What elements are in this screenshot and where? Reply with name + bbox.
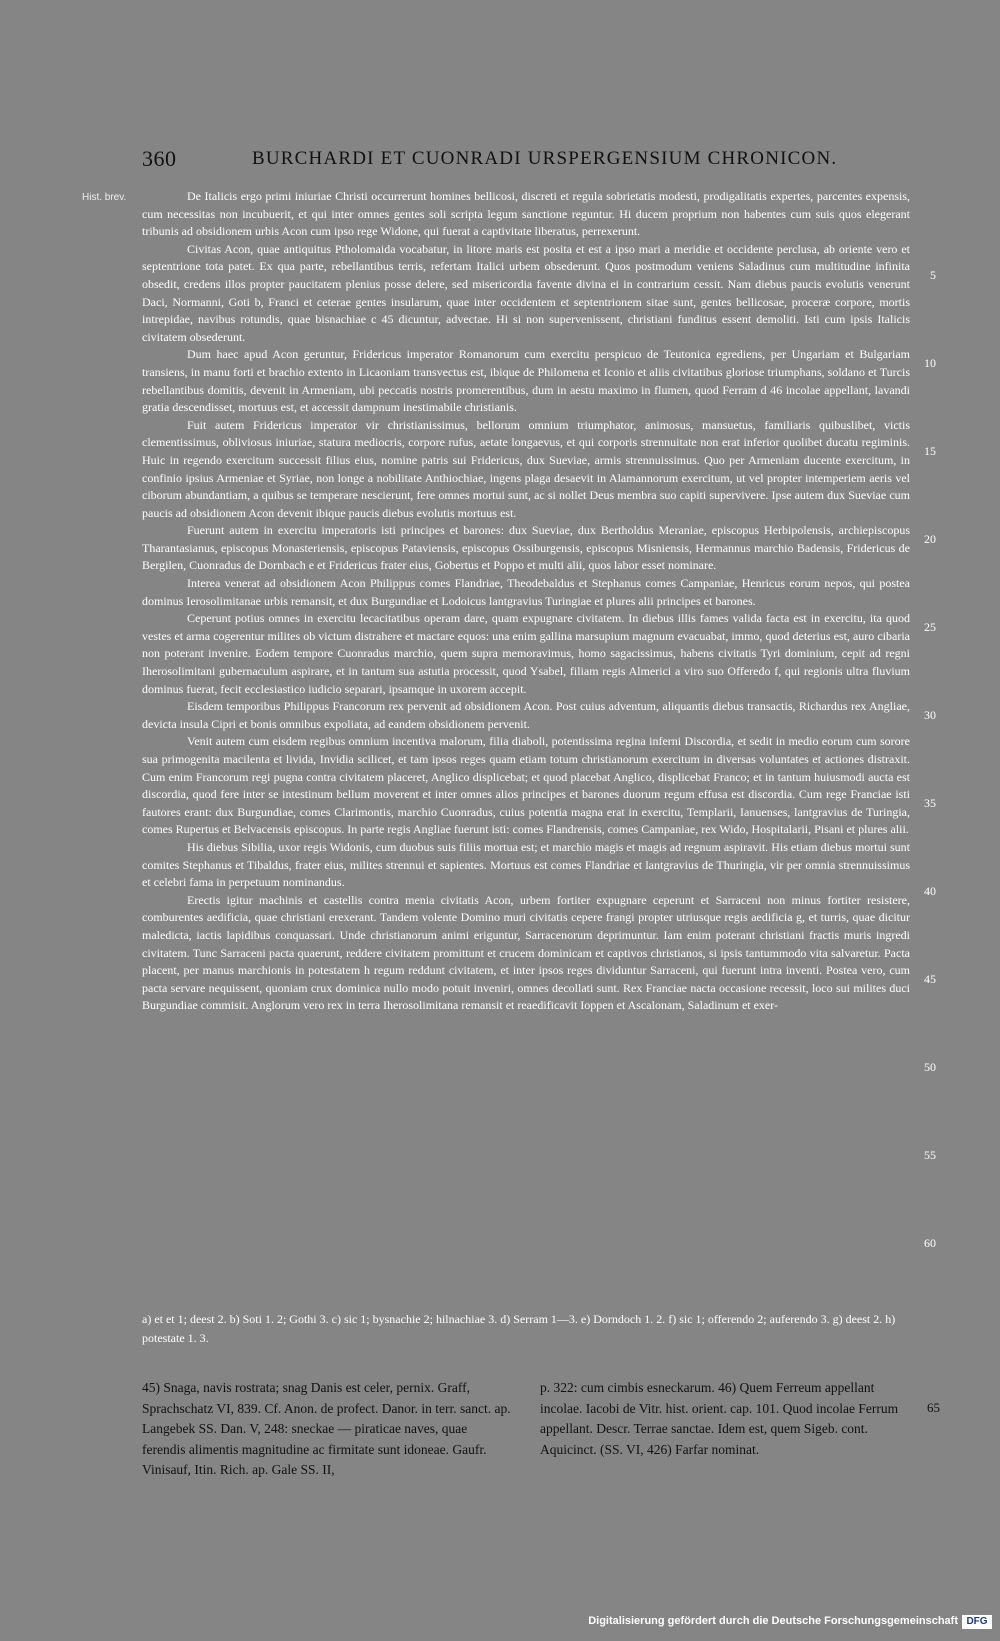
line-number: 45 xyxy=(924,972,936,986)
page-number: 360 xyxy=(142,146,177,171)
paragraph: Venit autem cum eisdem regibus omnium incentiva malorum, filia diaboli, potentissima regina inferni Discordia, et sedit in medio eorum cum sorore sua primogenita macilenta et livida, Invidia scilicet, et tam ipsos reges quam etiam totum christianorum exercitum in diversas voluntates et actiones distraxit. Cum enim Francorum regi pugna contra civitatem placeret, Anglico displicebat; et quod placebat Anglico, displicebat Franco; et in tantum huiusmodi aucta est discordia, quod fere inter se intestinum bellum moverent et inter omnes alios principes et barones duorum regum effusa est discordia. Cum rege Franciae isti fautores erant: dux Burgundiae, comes Clarimontis, marchio Cuonradus, cuius potentia magna erat in exercitu, Templarii, Ianuenses, lantgravius de Turingia, comes Rupertus et Belvacensis episcopus. In parte regis Angliae fuerunt isti: comes Flandrensis, comes Campaniae, rex Wido, Hospitalarii, Pisani et plures alii. xyxy=(142,734,910,837)
line-number: 40 xyxy=(924,884,936,898)
paragraph: Fuerunt autem in exercitu imperatoris isti principes et barones: dux Sueviae, dux Bertholdus Meraniae, episcopus Herbipolensis, archiepiscopus Tharantasianus, episcopus Monasteriensis, episcopus Pataviensis, episcopus Ossiburgensis, episcopus Misniensis, Hermannus marchio Badensis, Fridericus de Bergilen, Cuonradus de Dornbach e et Fridericus frater eius, Gobertus et Poppo et multi alii, quos labor esset nominare. xyxy=(142,523,910,573)
paragraph: De Italicis ergo primi iniuriae Christi occurrerunt homines bellicosi, discreti et regula sobrietatis modesti, prodigalitatis expertes, parcentes expensis, cum necessitas non incubuerit, et qui inter omnes gentes soli scripta legum sanctione reguntur. Hi ducem proprium non habentes cum suis quos elegerant tribunis ad obsidionem urbis Acon cum ipso rege Widone, qui fuerat a captivitate liberatus, perrexerunt. xyxy=(142,189,910,239)
line-number: 25 xyxy=(924,620,936,634)
paragraph: Dum haec apud Acon geruntur, Fridericus imperator Romanorum cum exercitu perspicuo de Teutonica egrediens, per Ungariam et Bulgariam transiens, in manu forti et brachio extento in Licaoniam transvectus est, ibique de Philomena et Iconio et aliis civitatibus gloriose triumphans, soldano et Turcis rebellantibus domitis, devenit in Armeniam, ubi peccatis nostris promerentibus, dum in aestu maximo in flumen, quod Ferram d 46 incolae appellant, lavandi gratia descendisset, mortuus est, et accessit dampnum inestimabile christianis. xyxy=(142,347,910,415)
paragraph: Interea venerat ad obsidionem Acon Philippus comes Flandriae, Theodebaldus et Stephanus comes Campaniae, Henricus eorum nepos, qui postea dominus Ierosolimitanae urbis remansit, et dux Burgundiae et Lodoicus lantgravius Turingiae et plures alii principes et barones. xyxy=(142,576,910,608)
running-title: BURCHARDI ET CUONRADI URSPERGENSIUM CHRONICON. xyxy=(252,148,838,169)
critical-apparatus xyxy=(142,1310,910,1348)
apparatus-entry: a) et et 1; deest 2. b) Soti 1. 2; Gothi 3. c) sic 1; bysnachie 2; hilnachiae 3. d) Serram 1—3. e) Dorndoch 1. 2. f) sic 1; offerendo 2; auferendo 3. g) deest 2. h) potestate 1. 3. xyxy=(142,1312,896,1345)
footnotes-left-column xyxy=(142,1378,512,1481)
main-text xyxy=(142,188,936,1250)
line-number: 5 xyxy=(930,268,936,282)
line-number: 30 xyxy=(924,708,936,722)
page-header xyxy=(142,146,910,178)
paragraph: His diebus Sibilia, uxor regis Widonis, cum duobus suis filiis mortua est; et marchio magis et magis ad regnum aspiravit. His etiam diebus mortui sunt comites Stephanus et Tibaldus, frater eius, milites strennui et sapientes. Mortuus est comes Flandriae et lantgravius de Thuringia, vir per omnia strennuissimus et celebri fama in perpetuum nominandus. xyxy=(142,839,910,890)
digitization-credit: Digitalisierung gefördert durch die Deutsche Forschungsgemeinschaft xyxy=(588,1615,958,1627)
paragraph: Ceperunt potius omnes in exercitu lecacitatibus operam dare, quam expugnare civitatem. In diebus illis fames valida facta est in exercitu, ita quod vestes et arma cogerentur milites ob victum distrahere et mactare equos: una enim gallina marsupium magnum evacuabat, immo, quod deterius est, auro cibaria non poterant invenire. Eodem tempore Cuonradus marchio, quem supra memoravimus, homo sagacissimus, habens civitatis Tyri dominium, cepit ad regni Iherosolimitani gubernaculum aspirare, et in tantum sua astutia processit, quod Ysabel, filiam regis Almerici a viro suo Offeredo f, qui regionis ultra fluvium dominus fuerat, fecit ecclesiastico iudicio separari, ipsamque in uxorem accepit. xyxy=(142,611,910,696)
footnote-text: p. 322: cum cimbis esneckarum. 46) Quem Ferreum appellant incolae. Iacobi de Vitr. hist. orient. cap. 101. Quod incolae Ferrum appellant. Descr. Terrae sanctae. Idem est, quem Sigeb. cont. Aquicinct. (SS. VI, 426) Farfar nominat. xyxy=(540,1380,899,1457)
line-number: 20 xyxy=(924,532,936,546)
line-number: 35 xyxy=(924,796,936,810)
paragraph: Civitas Acon, quae antiquitus Ptholomaida vocabatur, in litore maris est posita et est a ipso mari a meridie et occidente perclusa, ab oriente vero et septentrione tota patet. Ex qua parte, rebellantibus terris, refertam Italici urbem obsederunt. Quos postmodum veniens Saladinus cum multitudine infinita obsedit, credens illos propter paucitatem plenius posse delere, sed misericordia favente divina ei in contrarium cessit. Nam diebus paucis evolutis venerunt Daci, Normanni, Goti b, Franci et ceterae gentes insularum, quae inter occidentem et septentrionem sitae sunt, gentes bellicosae, proceræ corpore, mortis intrepidae, navibus rotundis, quae bisnachiae c 45 dicuntur, advectae. Hi si non supervenissent, christiani funditus essent demoliti. Isti cum ipsis Italicis civitatem obsederunt. xyxy=(142,241,910,344)
line-number: 15 xyxy=(924,444,936,458)
paragraph: Fuit autem Fridericus imperator vir christianissimus, bellorum omnium triumphator, animosus, mansuetus, familiaris quibuslibet, victis clementissimus, obliviosus iniuriae, statura mediocris, corpore rufus, aetate longaevus, et qui corporis strennuitate non erat inferior quolibet ducatu regiminis. Huic in regendo exercitum successit filius eius, nomine patris sui Fridericus, dux Sueviae, armis strennuissimus. Quo per Armeniam ducente exercitum, in confinio ipsius Armeniae et Syriae, non longe a nobilitate Anthiochiae, ingens plaga desaevit in Alamannorum exercitum, ut vel propter intemperiem aeris vel ciborum abundantiam, a quibus se temperare nescierunt, fere omnes mortui sunt, ac si nollet Deus membra suo capiti supervivere. Ipse autem dux Sueviae cum paucis ad obsidionem Acon devenit ibique paucis diebus evolutis mortuus est. xyxy=(142,417,910,520)
dfg-logo: DFG xyxy=(962,1615,992,1629)
paragraph: Erectis igitur machinis et castellis contra menia civitatis Acon, urbem fortiter expugnare ceperunt et Sarraceni non minus fortiter resistere, comburentes aedificia, quae christiani erexerant. Tandem volente Domino muri civitatis cepere frangi propter utriusque regis aedificia g, et turris, quae dicitur maledicta, iactis lapidibus conquassari. Unde christianorum animi eriguntur, Sarracenorum deprimuntur. Iam enim poterant christiani fractis muris ingredi civitatem. Tunc Sarraceni pacta quaerunt, reddere civitatem promittunt et crucem dominicam et captivos christianos, si ipsis tantummodo vita salvaretur. Pacta placent, per manus marchionis in potestatem h regum reddunt civitatem, et inter ipsos reges dividuntur Sarraceni, qui fuerunt intra inventi. Postea vero, cum pacta servare nequissent, quoniam crux dominica nullo modo potuit inveniri, omnes decollati sunt. Rex Franciae nacta occasione recessit, loco sui milites duci Burgundiae commisit. Anglorum vero rex in terra Iherosolimitana remansit et reaedificavit Ioppen et Ascalonam, Saladinum et exer- xyxy=(142,892,910,1013)
line-number: 10 xyxy=(924,356,936,370)
line-number: 60 xyxy=(924,1236,936,1250)
footnote-text: 45) Snaga, navis rostrata; snag Danis est celer, pernix. Graff, Sprachschatz VI, 839. Cf. Anon. de profect. Danor. in terr. sanct. ap. Langebek SS. Dan. V, 248: sneckae — piraticae naves, quae ferendis alimentis magnitudine ac firmitate sunt idoneae. Gaufr. Vinisauf, Itin. Rich. ap. Gale SS. II, xyxy=(142,1380,511,1477)
margin-note: Hist. brev. xyxy=(82,192,127,203)
line-number: 55 xyxy=(924,1148,936,1162)
line-number: 65 xyxy=(927,1400,940,1415)
paragraph: Eisdem temporibus Philippus Francorum rex pervenit ad obsidionem Acon. Post cuius adventum, aliquantis diebus transactis, Richardus rex Angliae, devicta insula Cipri et bonis omnibus expoliata, ad eandem obsidionem pervenit. xyxy=(142,699,910,731)
footnotes-right-column xyxy=(540,1378,940,1460)
line-number: 50 xyxy=(924,1060,936,1074)
